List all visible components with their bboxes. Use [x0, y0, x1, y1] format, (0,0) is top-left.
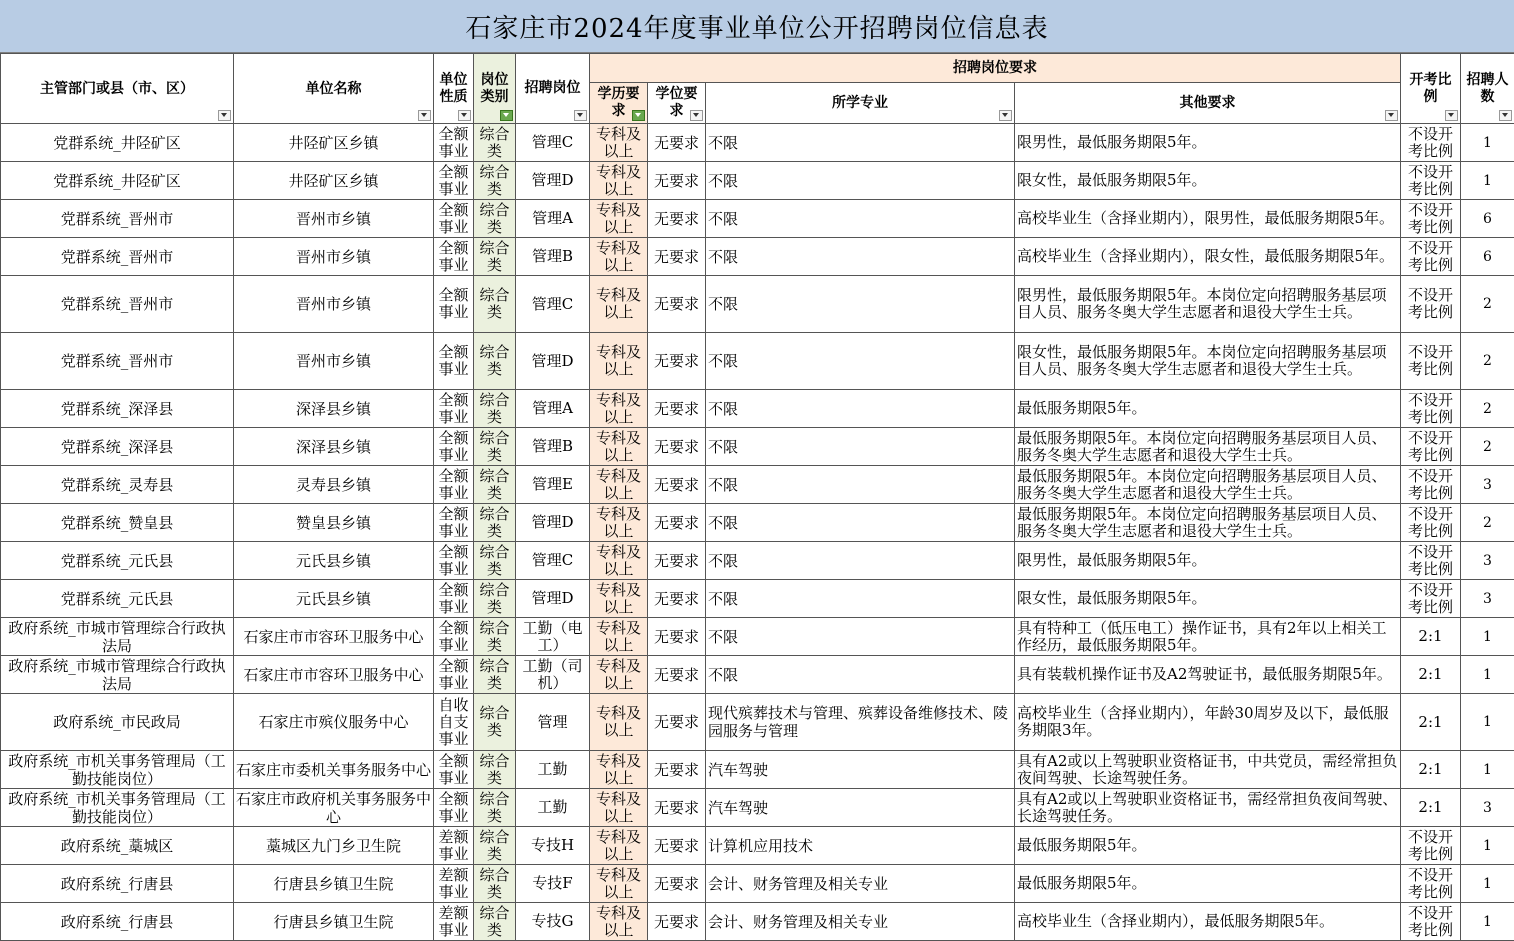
- cell-edu[interactable]: 专科及以上: [590, 162, 648, 200]
- header-unit[interactable]: 单位名称: [234, 54, 434, 124]
- cell-position[interactable]: 专技H: [516, 827, 590, 865]
- cell-category[interactable]: 综合类: [474, 390, 516, 428]
- cell-ratio[interactable]: 不设开考比例: [1401, 580, 1461, 618]
- table-row[interactable]: [1, 903, 1514, 941]
- cell-ratio[interactable]: 不设开考比例: [1401, 276, 1461, 333]
- cell-unit[interactable]: 石家庄市殡仪服务中心: [234, 694, 434, 751]
- cell-edu[interactable]: 专科及以上: [590, 238, 648, 276]
- cell-degree[interactable]: 无要求: [648, 542, 706, 580]
- cell-ratio[interactable]: 2:1: [1401, 789, 1461, 827]
- cell-category[interactable]: 综合类: [474, 428, 516, 466]
- cell-position[interactable]: 管理A: [516, 390, 590, 428]
- cell-dept[interactable]: 政府系统_市民政局: [1, 694, 234, 751]
- cell-ratio[interactable]: 不设开考比例: [1401, 390, 1461, 428]
- cell-edu[interactable]: 专科及以上: [590, 865, 648, 903]
- cell-unit[interactable]: 深泽县乡镇: [234, 428, 434, 466]
- cell-other[interactable]: 具有A2或以上驾驶职业资格证书，需经常担负夜间驾驶、长途驾驶任务。: [1015, 789, 1401, 827]
- cell-count[interactable]: 2: [1461, 504, 1514, 542]
- cell-unit[interactable]: 晋州市乡镇: [234, 200, 434, 238]
- cell-degree[interactable]: 无要求: [648, 694, 706, 751]
- cell-ratio[interactable]: 不设开考比例: [1401, 542, 1461, 580]
- table-row[interactable]: [1, 466, 1514, 504]
- cell-dept[interactable]: 党群系统_灵寿县: [1, 466, 234, 504]
- cell-category[interactable]: 综合类: [474, 504, 516, 542]
- cell-dept[interactable]: 政府系统_市机关事务管理局（工勤技能岗位）: [1, 789, 234, 827]
- cell-edu[interactable]: 专科及以上: [590, 542, 648, 580]
- cell-nature[interactable]: 全额事业: [434, 238, 474, 276]
- cell-nature[interactable]: 全额事业: [434, 618, 474, 656]
- cell-category[interactable]: 综合类: [474, 466, 516, 504]
- cell-degree[interactable]: 无要求: [648, 428, 706, 466]
- cell-other[interactable]: 最低服务期限5年。本岗位定向招聘服务基层项目人员、服务冬奥大学生志愿者和退役大学生士兵。: [1015, 504, 1401, 542]
- cell-degree[interactable]: 无要求: [648, 903, 706, 941]
- cell-dept[interactable]: 政府系统_行唐县: [1, 903, 234, 941]
- cell-nature[interactable]: 全额事业: [434, 580, 474, 618]
- filter-dropdown-icon[interactable]: [1445, 110, 1458, 121]
- cell-count[interactable]: 2: [1461, 428, 1514, 466]
- cell-degree[interactable]: 无要求: [648, 827, 706, 865]
- cell-other[interactable]: 限男性，最低服务期限5年。: [1015, 542, 1401, 580]
- table-row[interactable]: [1, 542, 1514, 580]
- cell-major[interactable]: 会计、财务管理及相关专业: [706, 865, 1015, 903]
- cell-major[interactable]: 不限: [706, 162, 1015, 200]
- cell-degree[interactable]: 无要求: [648, 580, 706, 618]
- cell-position[interactable]: 工勤: [516, 751, 590, 789]
- cell-position[interactable]: 工勤（司机）: [516, 656, 590, 694]
- header-position[interactable]: 招聘岗位: [516, 54, 590, 124]
- cell-position[interactable]: 管理B: [516, 238, 590, 276]
- cell-nature[interactable]: 全额事业: [434, 504, 474, 542]
- header-dept[interactable]: 主管部门或县（市、区）: [1, 54, 234, 124]
- cell-position[interactable]: 管理C: [516, 124, 590, 162]
- cell-ratio[interactable]: 不设开考比例: [1401, 827, 1461, 865]
- cell-ratio[interactable]: 2:1: [1401, 656, 1461, 694]
- cell-degree[interactable]: 无要求: [648, 751, 706, 789]
- filter-dropdown-icon[interactable]: [1499, 110, 1512, 121]
- cell-position[interactable]: 管理D: [516, 162, 590, 200]
- cell-major[interactable]: 不限: [706, 390, 1015, 428]
- cell-dept[interactable]: 政府系统_市城市管理综合行政执法局: [1, 656, 234, 694]
- cell-other[interactable]: 最低服务期限5年。: [1015, 865, 1401, 903]
- cell-ratio[interactable]: 不设开考比例: [1401, 238, 1461, 276]
- table-body: [1, 124, 1514, 941]
- cell-unit[interactable]: 晋州市乡镇: [234, 238, 434, 276]
- cell-count[interactable]: 1: [1461, 751, 1514, 789]
- cell-edu[interactable]: 专科及以上: [590, 656, 648, 694]
- cell-position[interactable]: 管理A: [516, 200, 590, 238]
- cell-ratio[interactable]: 2:1: [1401, 694, 1461, 751]
- table-row[interactable]: [1, 580, 1514, 618]
- cell-unit[interactable]: 藁城区九门乡卫生院: [234, 827, 434, 865]
- cell-category[interactable]: 综合类: [474, 751, 516, 789]
- cell-dept[interactable]: 党群系统_赞皇县: [1, 504, 234, 542]
- cell-unit[interactable]: 石家庄市市容环卫服务中心: [234, 656, 434, 694]
- cell-dept[interactable]: 政府系统_行唐县: [1, 865, 234, 903]
- cell-ratio[interactable]: 2:1: [1401, 751, 1461, 789]
- cell-nature[interactable]: 差额事业: [434, 903, 474, 941]
- cell-count[interactable]: 6: [1461, 200, 1514, 238]
- cell-other[interactable]: 高校毕业生（含择业期内），限女性，最低服务期限5年。: [1015, 238, 1401, 276]
- cell-major[interactable]: 不限: [706, 276, 1015, 333]
- filter-dropdown-icon[interactable]: [458, 110, 471, 121]
- page-title: 石家庄市2024年度事业单位公开招聘岗位信息表: [0, 0, 1514, 53]
- cell-position[interactable]: 管理: [516, 694, 590, 751]
- cell-category[interactable]: 综合类: [474, 200, 516, 238]
- table-row[interactable]: [1, 200, 1514, 238]
- table-row[interactable]: [1, 694, 1514, 751]
- cell-unit[interactable]: 元氏县乡镇: [234, 542, 434, 580]
- cell-ratio[interactable]: 不设开考比例: [1401, 903, 1461, 941]
- cell-dept[interactable]: 党群系统_晋州市: [1, 276, 234, 333]
- cell-major[interactable]: 不限: [706, 333, 1015, 390]
- cell-major[interactable]: 不限: [706, 428, 1015, 466]
- cell-dept[interactable]: 党群系统_元氏县: [1, 542, 234, 580]
- cell-other[interactable]: 具有A2或以上驾驶职业资格证书，中共党员，需经常担负夜间驾驶、长途驾驶任务。: [1015, 751, 1401, 789]
- cell-category[interactable]: 综合类: [474, 618, 516, 656]
- cell-dept[interactable]: 党群系统_井陉矿区: [1, 162, 234, 200]
- filter-dropdown-icon[interactable]: [218, 110, 231, 121]
- filter-dropdown-icon[interactable]: [690, 110, 703, 121]
- cell-degree[interactable]: 无要求: [648, 333, 706, 390]
- cell-category[interactable]: 综合类: [474, 333, 516, 390]
- cell-category[interactable]: 综合类: [474, 694, 516, 751]
- cell-ratio[interactable]: 不设开考比例: [1401, 124, 1461, 162]
- cell-other[interactable]: 高校毕业生（含择业期内），最低服务期限5年。: [1015, 903, 1401, 941]
- cell-count[interactable]: 3: [1461, 466, 1514, 504]
- cell-ratio[interactable]: 不设开考比例: [1401, 428, 1461, 466]
- cell-category[interactable]: 综合类: [474, 789, 516, 827]
- cell-ratio[interactable]: 不设开考比例: [1401, 865, 1461, 903]
- cell-count[interactable]: 3: [1461, 542, 1514, 580]
- header-other[interactable]: 其他要求: [1015, 83, 1401, 124]
- cell-position[interactable]: 管理E: [516, 466, 590, 504]
- cell-other[interactable]: 具有装载机操作证书及A2驾驶证书，最低服务期限5年。: [1015, 656, 1401, 694]
- header-edu[interactable]: 学历要求: [590, 83, 648, 124]
- cell-nature[interactable]: 差额事业: [434, 827, 474, 865]
- cell-nature[interactable]: 全额事业: [434, 751, 474, 789]
- cell-nature[interactable]: 差额事业: [434, 865, 474, 903]
- cell-edu[interactable]: 专科及以上: [590, 618, 648, 656]
- cell-other[interactable]: 高校毕业生（含择业期内），限男性，最低服务期限5年。: [1015, 200, 1401, 238]
- cell-category[interactable]: 综合类: [474, 162, 516, 200]
- cell-count[interactable]: 1: [1461, 903, 1514, 941]
- cell-major[interactable]: 不限: [706, 504, 1015, 542]
- cell-other[interactable]: 限女性，最低服务期限5年。: [1015, 162, 1401, 200]
- cell-degree[interactable]: 无要求: [648, 618, 706, 656]
- cell-dept[interactable]: 政府系统_藁城区: [1, 827, 234, 865]
- filter-dropdown-icon[interactable]: [418, 110, 431, 121]
- cell-unit[interactable]: 石家庄市市容环卫服务中心: [234, 618, 434, 656]
- cell-degree[interactable]: 无要求: [648, 656, 706, 694]
- cell-other[interactable]: 限女性，最低服务期限5年。本岗位定向招聘服务基层项目人员、服务冬奥大学生志愿者和退役大学生士兵。: [1015, 333, 1401, 390]
- cell-degree[interactable]: 无要求: [648, 162, 706, 200]
- cell-position[interactable]: 管理D: [516, 504, 590, 542]
- cell-edu[interactable]: 专科及以上: [590, 751, 648, 789]
- cell-nature[interactable]: 全额事业: [434, 124, 474, 162]
- header-major[interactable]: 所学专业: [706, 83, 1015, 124]
- cell-degree[interactable]: 无要求: [648, 466, 706, 504]
- cell-major[interactable]: 不限: [706, 580, 1015, 618]
- cell-nature[interactable]: 全额事业: [434, 789, 474, 827]
- cell-category[interactable]: 综合类: [474, 238, 516, 276]
- cell-dept[interactable]: 政府系统_市城市管理综合行政执法局: [1, 618, 234, 656]
- filter-dropdown-icon[interactable]: [1385, 110, 1398, 121]
- cell-count[interactable]: 1: [1461, 694, 1514, 751]
- cell-unit[interactable]: 石家庄市政府机关事务服务中心: [234, 789, 434, 827]
- cell-count[interactable]: 1: [1461, 162, 1514, 200]
- cell-major[interactable]: 不限: [706, 618, 1015, 656]
- table-row[interactable]: [1, 827, 1514, 865]
- cell-degree[interactable]: 无要求: [648, 865, 706, 903]
- header-degree[interactable]: 学位要求: [648, 83, 706, 124]
- cell-degree[interactable]: 无要求: [648, 238, 706, 276]
- cell-nature[interactable]: 全额事业: [434, 200, 474, 238]
- cell-major[interactable]: 汽车驾驶: [706, 751, 1015, 789]
- cell-ratio[interactable]: 不设开考比例: [1401, 504, 1461, 542]
- cell-count[interactable]: 3: [1461, 789, 1514, 827]
- cell-unit[interactable]: 灵寿县乡镇: [234, 466, 434, 504]
- cell-unit[interactable]: 行唐县乡镇卫生院: [234, 903, 434, 941]
- cell-count[interactable]: 1: [1461, 124, 1514, 162]
- cell-edu[interactable]: 专科及以上: [590, 580, 648, 618]
- cell-major[interactable]: 不限: [706, 238, 1015, 276]
- cell-unit[interactable]: 晋州市乡镇: [234, 333, 434, 390]
- cell-degree[interactable]: 无要求: [648, 124, 706, 162]
- cell-edu[interactable]: 专科及以上: [590, 694, 648, 751]
- table-header: [1, 54, 1514, 124]
- cell-degree[interactable]: 无要求: [648, 390, 706, 428]
- cell-position[interactable]: 管理D: [516, 580, 590, 618]
- cell-category[interactable]: 综合类: [474, 903, 516, 941]
- cell-edu[interactable]: 专科及以上: [590, 789, 648, 827]
- table-row[interactable]: [1, 390, 1514, 428]
- cell-edu[interactable]: 专科及以上: [590, 903, 648, 941]
- cell-unit[interactable]: 井陉矿区乡镇: [234, 124, 434, 162]
- cell-count[interactable]: 2: [1461, 276, 1514, 333]
- header-count[interactable]: 招聘人数: [1461, 54, 1514, 124]
- cell-edu[interactable]: 专科及以上: [590, 504, 648, 542]
- table-row[interactable]: [1, 751, 1514, 789]
- cell-other[interactable]: 限女性，最低服务期限5年。: [1015, 580, 1401, 618]
- cell-unit[interactable]: 行唐县乡镇卫生院: [234, 865, 434, 903]
- cell-major[interactable]: 不限: [706, 542, 1015, 580]
- header-requirements-group: 招聘岗位要求: [590, 54, 1401, 83]
- cell-count[interactable]: 2: [1461, 390, 1514, 428]
- cell-category[interactable]: 综合类: [474, 276, 516, 333]
- cell-other[interactable]: 具有特种工（低压电工）操作证书，具有2年以上相关工作经历，最低服务期限5年。: [1015, 618, 1401, 656]
- cell-edu[interactable]: 专科及以上: [590, 466, 648, 504]
- cell-dept[interactable]: 党群系统_元氏县: [1, 580, 234, 618]
- cell-major[interactable]: 现代殡葬技术与管理、殡葬设备维修技术、陵园服务与管理: [706, 694, 1015, 751]
- table-row[interactable]: [1, 333, 1514, 390]
- table-row[interactable]: [1, 276, 1514, 333]
- cell-position[interactable]: 工勤: [516, 789, 590, 827]
- cell-position[interactable]: 管理B: [516, 428, 590, 466]
- cell-category[interactable]: 综合类: [474, 542, 516, 580]
- cell-other[interactable]: 高校毕业生（含择业期内），年龄30周岁及以下，最低服务期限3年。: [1015, 694, 1401, 751]
- cell-dept[interactable]: 政府系统_市机关事务管理局（工勤技能岗位）: [1, 751, 234, 789]
- cell-category[interactable]: 综合类: [474, 656, 516, 694]
- cell-ratio[interactable]: 不设开考比例: [1401, 466, 1461, 504]
- cell-dept[interactable]: 党群系统_晋州市: [1, 200, 234, 238]
- cell-nature[interactable]: 全额事业: [434, 466, 474, 504]
- cell-degree[interactable]: 无要求: [648, 789, 706, 827]
- cell-nature[interactable]: 全额事业: [434, 542, 474, 580]
- cell-other[interactable]: 最低服务期限5年。本岗位定向招聘服务基层项目人员、服务冬奥大学生志愿者和退役大学生士兵。: [1015, 466, 1401, 504]
- cell-edu[interactable]: 专科及以上: [590, 428, 648, 466]
- cell-count[interactable]: 1: [1461, 618, 1514, 656]
- cell-ratio[interactable]: 不设开考比例: [1401, 333, 1461, 390]
- cell-major[interactable]: 汽车驾驶: [706, 789, 1015, 827]
- filter-active-icon[interactable]: [632, 110, 645, 121]
- cell-nature[interactable]: 全额事业: [434, 276, 474, 333]
- cell-unit[interactable]: 赞皇县乡镇: [234, 504, 434, 542]
- cell-major[interactable]: 会计、财务管理及相关专业: [706, 903, 1015, 941]
- cell-unit[interactable]: 晋州市乡镇: [234, 276, 434, 333]
- cell-major[interactable]: 不限: [706, 200, 1015, 238]
- cell-edu[interactable]: 专科及以上: [590, 333, 648, 390]
- table-row[interactable]: [1, 865, 1514, 903]
- cell-major[interactable]: 不限: [706, 124, 1015, 162]
- table-row[interactable]: [1, 504, 1514, 542]
- cell-unit[interactable]: 深泽县乡镇: [234, 390, 434, 428]
- table-row[interactable]: [1, 124, 1514, 162]
- cell-category[interactable]: 综合类: [474, 580, 516, 618]
- filter-active-icon[interactable]: [500, 110, 513, 121]
- cell-dept[interactable]: 党群系统_井陉矿区: [1, 124, 234, 162]
- cell-unit[interactable]: 石家庄市委机关事务服务中心: [234, 751, 434, 789]
- cell-nature[interactable]: 全额事业: [434, 162, 474, 200]
- cell-count[interactable]: 6: [1461, 238, 1514, 276]
- cell-major[interactable]: 不限: [706, 656, 1015, 694]
- cell-dept[interactable]: 党群系统_晋州市: [1, 238, 234, 276]
- cell-degree[interactable]: 无要求: [648, 504, 706, 542]
- cell-other[interactable]: 限男性，最低服务期限5年。: [1015, 124, 1401, 162]
- table-row[interactable]: [1, 238, 1514, 276]
- cell-count[interactable]: 1: [1461, 865, 1514, 903]
- filter-dropdown-icon[interactable]: [999, 110, 1012, 121]
- table-row[interactable]: [1, 789, 1514, 827]
- cell-position[interactable]: 管理D: [516, 333, 590, 390]
- cell-nature[interactable]: 全额事业: [434, 428, 474, 466]
- cell-edu[interactable]: 专科及以上: [590, 827, 648, 865]
- cell-dept[interactable]: 党群系统_深泽县: [1, 390, 234, 428]
- cell-other[interactable]: 限男性，最低服务期限5年。本岗位定向招聘服务基层项目人员、服务冬奥大学生志愿者和退役大学生士兵。: [1015, 276, 1401, 333]
- cell-position[interactable]: 管理C: [516, 542, 590, 580]
- table-row[interactable]: [1, 656, 1514, 694]
- cell-position[interactable]: 专技G: [516, 903, 590, 941]
- cell-count[interactable]: 1: [1461, 827, 1514, 865]
- cell-degree[interactable]: 无要求: [648, 276, 706, 333]
- cell-edu[interactable]: 专科及以上: [590, 390, 648, 428]
- cell-count[interactable]: 1: [1461, 656, 1514, 694]
- job-table: [0, 53, 1514, 941]
- cell-count[interactable]: 2: [1461, 333, 1514, 390]
- cell-position[interactable]: 专技F: [516, 865, 590, 903]
- cell-nature[interactable]: 全额事业: [434, 656, 474, 694]
- cell-position[interactable]: 工勤（电工）: [516, 618, 590, 656]
- cell-other[interactable]: 最低服务期限5年。: [1015, 827, 1401, 865]
- cell-major[interactable]: 不限: [706, 466, 1015, 504]
- cell-nature[interactable]: 全额事业: [434, 390, 474, 428]
- cell-category[interactable]: 综合类: [474, 827, 516, 865]
- cell-count[interactable]: 3: [1461, 580, 1514, 618]
- header-category[interactable]: 岗位类别: [474, 54, 516, 124]
- cell-other[interactable]: 最低服务期限5年。: [1015, 390, 1401, 428]
- cell-unit[interactable]: 元氏县乡镇: [234, 580, 434, 618]
- cell-nature[interactable]: 全额事业: [434, 333, 474, 390]
- cell-unit[interactable]: 井陉矿区乡镇: [234, 162, 434, 200]
- cell-ratio[interactable]: 不设开考比例: [1401, 200, 1461, 238]
- cell-edu[interactable]: 专科及以上: [590, 276, 648, 333]
- cell-major[interactable]: 计算机应用技术: [706, 827, 1015, 865]
- cell-ratio[interactable]: 不设开考比例: [1401, 162, 1461, 200]
- filter-dropdown-icon[interactable]: [574, 110, 587, 121]
- cell-position[interactable]: 管理C: [516, 276, 590, 333]
- cell-edu[interactable]: 专科及以上: [590, 124, 648, 162]
- cell-category[interactable]: 综合类: [474, 865, 516, 903]
- cell-dept[interactable]: 党群系统_晋州市: [1, 333, 234, 390]
- cell-nature[interactable]: 自收自支事业: [434, 694, 474, 751]
- cell-category[interactable]: 综合类: [474, 124, 516, 162]
- header-nature[interactable]: 单位性质: [434, 54, 474, 124]
- table-row[interactable]: [1, 618, 1514, 656]
- cell-dept[interactable]: 党群系统_深泽县: [1, 428, 234, 466]
- cell-ratio[interactable]: 2:1: [1401, 618, 1461, 656]
- table-row[interactable]: [1, 428, 1514, 466]
- header-ratio[interactable]: 开考比例: [1401, 54, 1461, 124]
- cell-edu[interactable]: 专科及以上: [590, 200, 648, 238]
- table-row[interactable]: [1, 162, 1514, 200]
- cell-other[interactable]: 最低服务期限5年。本岗位定向招聘服务基层项目人员、服务冬奥大学生志愿者和退役大学生士兵。: [1015, 428, 1401, 466]
- cell-degree[interactable]: 无要求: [648, 200, 706, 238]
